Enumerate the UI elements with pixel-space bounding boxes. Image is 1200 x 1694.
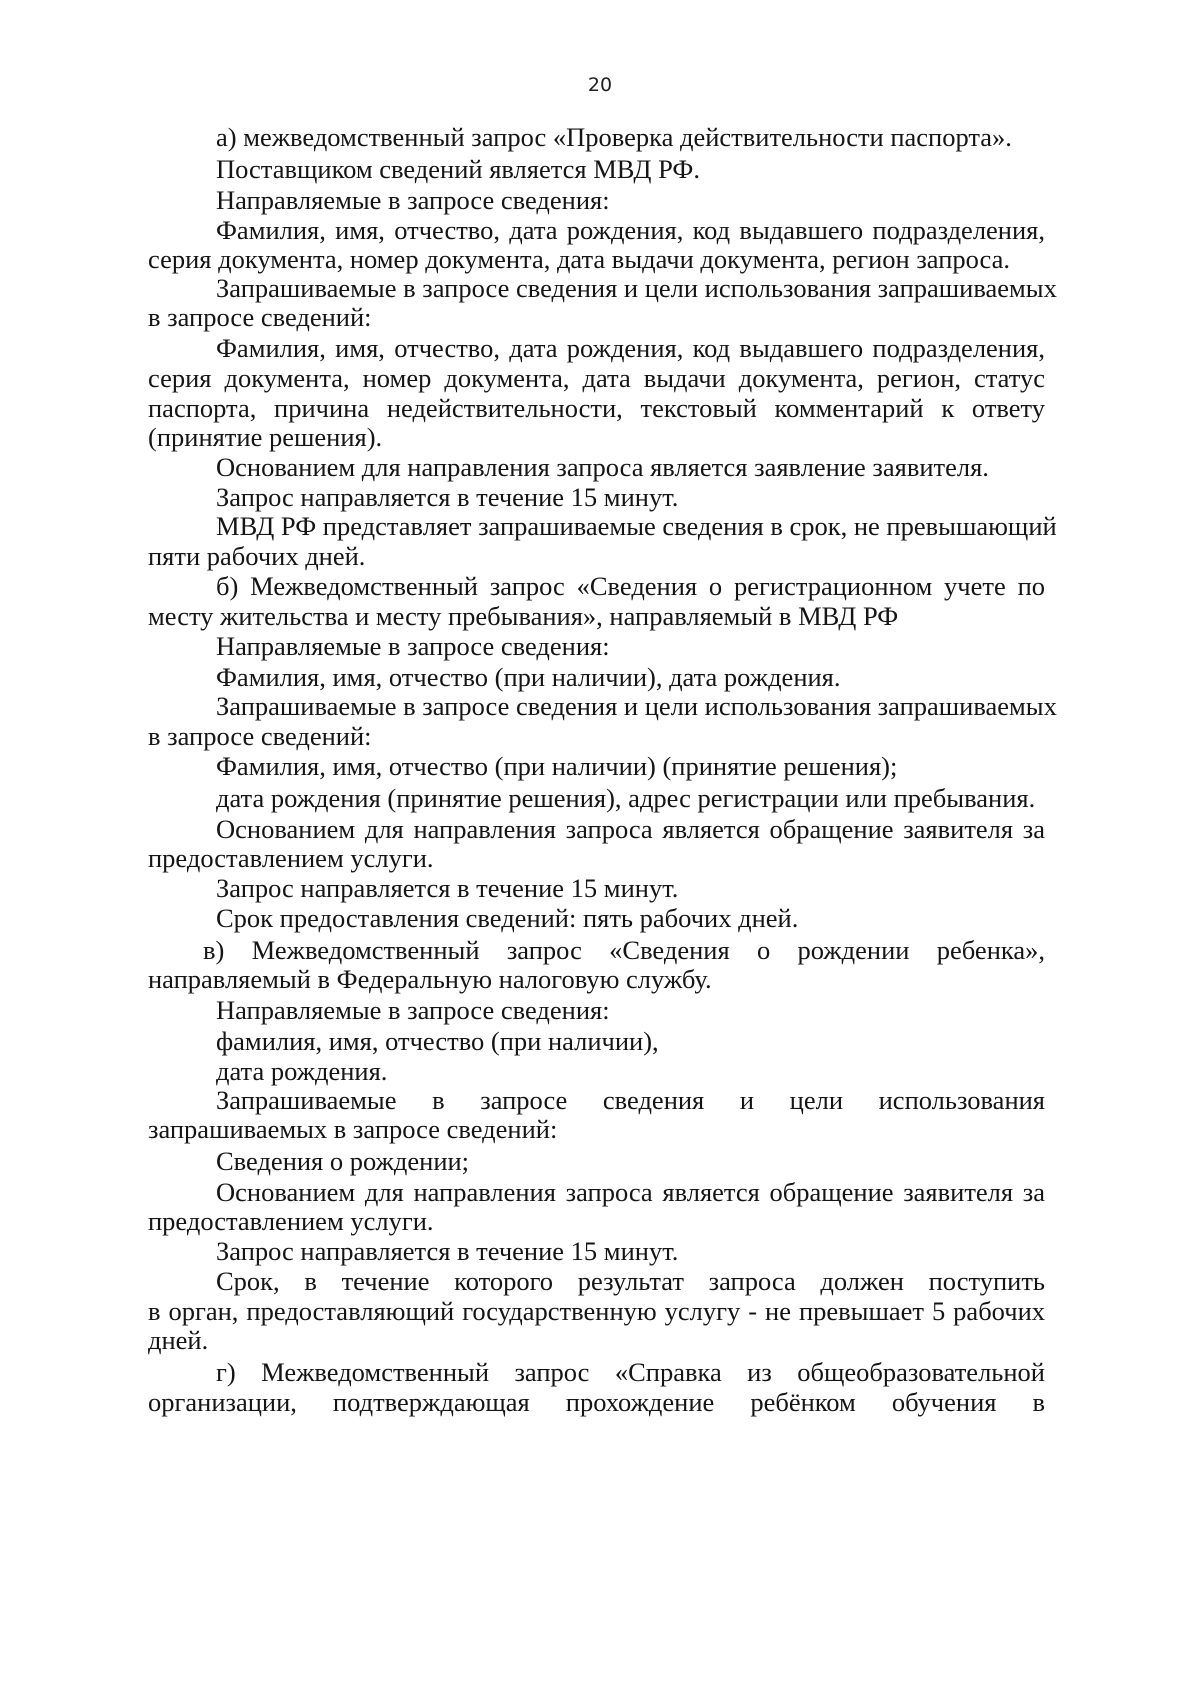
text-line: Запрос направляется в течение 15 минут. — [216, 482, 679, 512]
text-line: Фамилия, имя, отчество (при наличии) (принятие решения); — [216, 751, 898, 781]
text-line: Запрашиваемые в запросе сведения и цели использования — [216, 1085, 1045, 1115]
text-line: серия документа, номер документа, дата выдачи документа, регион запроса. — [148, 244, 1011, 274]
text-line: Срок, в течение которого результат запроса должен поступить — [216, 1266, 1045, 1296]
text-line: Направляемые в запросе сведения: — [216, 995, 610, 1025]
text-line: направляемый в Федеральную налоговую службу. — [148, 964, 712, 994]
text-line: Основанием для направления запроса является обращение заявителя за — [216, 1177, 1045, 1207]
text-line: Сведения о рождении; — [216, 1146, 470, 1176]
text-line: дата рождения. — [216, 1056, 388, 1086]
text-line: Фамилия, имя, отчество, дата рождения, код выдавшего подразделения, — [216, 215, 1045, 245]
text-line: пяти рабочих дней. — [148, 541, 366, 571]
text-line: Запрашиваемые в запросе сведения и цели использования запрашиваемых — [216, 691, 1057, 721]
text-line: месту жительства и месту пребывания», направляемый в МВД РФ — [148, 601, 899, 631]
text-line: Основанием для направления запроса является обращение заявителя за — [216, 814, 1045, 844]
text-line: в запросе сведений: — [148, 721, 372, 751]
text-line: дней. — [148, 1325, 209, 1355]
text-line: Поставщиком сведений является МВД РФ. — [216, 154, 700, 184]
text-line: дата рождения (принятие решения), адрес регистрации или пребывания. — [216, 783, 1036, 813]
text-line: предоставлением услуги. — [148, 843, 434, 873]
text-line: Запрашиваемые в запросе сведения и цели использования запрашиваемых — [216, 273, 1057, 303]
text-line: в запросе сведений: — [148, 302, 372, 332]
text-line: Фамилия, имя, отчество, дата рождения, код выдавшего подразделения, — [216, 333, 1045, 363]
text-line: фамилия, имя, отчество (при наличии), — [216, 1026, 659, 1056]
text-line: Направляемые в запросе сведения: — [216, 631, 610, 661]
text-line: (принятие решения). — [148, 422, 383, 452]
text-line: Основанием для направления запроса является заявление заявителя. — [216, 452, 989, 482]
text-line: запрашиваемых в запросе сведений: — [148, 1114, 558, 1144]
text-line: предоставлением услуги. — [148, 1206, 434, 1236]
text-line: МВД РФ представляет запрашиваемые сведения в срок, не превышающий — [216, 511, 1057, 541]
text-line: в) Межведомственный запрос «Сведения о рождении ребенка», — [203, 935, 1045, 965]
text-line: г) Межведомственный запрос «Справка из общеобразовательной — [216, 1357, 1045, 1387]
text-line: Фамилия, имя, отчество (при наличии), дата рождения. — [216, 662, 841, 692]
text-line: серия документа, номер документа, дата выдачи документа, регион, статус — [148, 363, 1045, 393]
text-line: б) Межведомственный запрос «Сведения о регистрационном учете по — [216, 571, 1045, 601]
text-line: в орган, предоставляющий государственную услугу - не превышает 5 рабочих — [148, 1296, 1045, 1326]
text-line: организации, подтверждающая прохождение ребёнком обучения в — [148, 1387, 1045, 1417]
text-line: Срок предоставления сведений: пять рабочих дней. — [216, 903, 799, 933]
text-line: Запрос направляется в течение 15 минут. — [216, 873, 679, 903]
text-line: Запрос направляется в течение 15 минут. — [216, 1236, 679, 1266]
text-line: Направляемые в запросе сведения: — [216, 185, 610, 215]
text-line: а) межведомственный запрос «Проверка действительности паспорта». — [216, 122, 1012, 152]
page-number: 20 — [587, 74, 613, 96]
text-line: паспорта, причина недействительности, текстовый комментарий к ответу — [148, 393, 1045, 423]
